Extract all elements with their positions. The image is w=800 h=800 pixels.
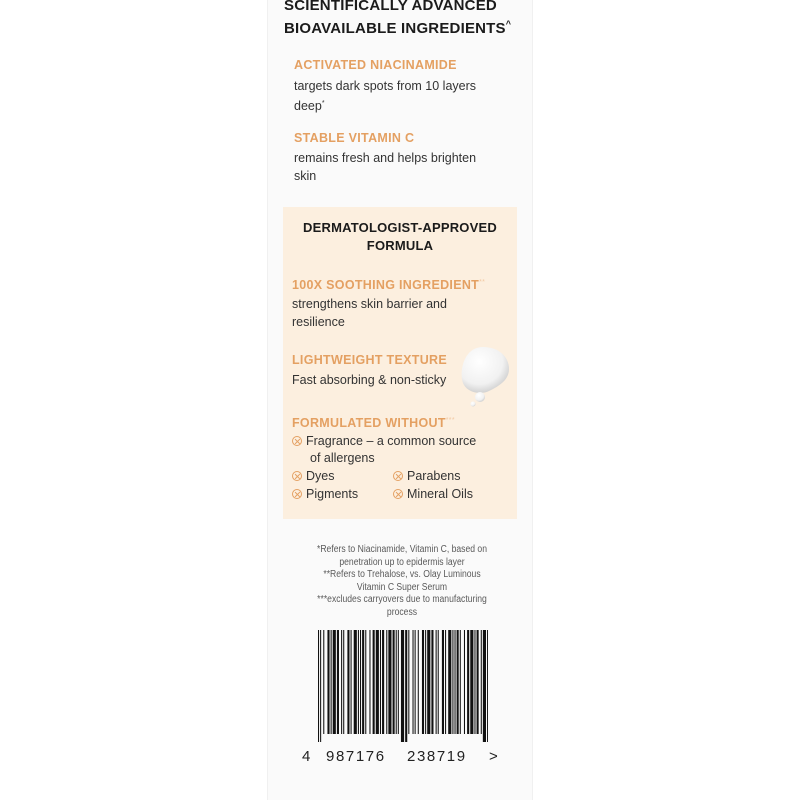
barcode-bar [333,630,336,734]
barcode-bar [413,630,414,734]
ingredient-desc-line: remains fresh and helps brighten [294,151,477,165]
barcode-bar [318,630,319,742]
barcode-bar [431,630,433,734]
footnote-line: *Refers to Niacinamide, Vitamin C, based on [316,544,488,555]
crossed-circle-icon [292,489,302,499]
footnote-mark: *** [445,417,455,424]
barcode-bar [438,630,439,734]
barcode-bar [436,630,437,734]
texture-desc: Fast absorbing & non-sticky [292,373,447,387]
barcode-bar [341,630,342,734]
barcode-bar [418,630,419,734]
barcode-bars [318,630,488,742]
heading-line-1: SCIENTIFICALLY ADVANCED [284,0,497,14]
without-item-pigments [292,486,358,503]
barcode-bar [337,630,339,734]
section-heading [284,0,534,38]
barcode-bar [320,630,321,742]
barcode-bar [360,630,361,734]
barcode-bar [393,630,395,734]
barcode-bar [373,630,375,734]
barcode-bar [358,630,359,734]
barcode-bar [362,630,364,734]
barcode-digits-group-1: 987176 [326,748,386,765]
without-item-label: Dyes [306,469,335,483]
barcode-digits-group-2: 238719 [407,748,467,765]
barcode-bar [415,630,416,734]
barcode-bar [388,630,391,734]
texture-title: LIGHTWEIGHT TEXTURE [292,353,447,367]
crossed-circle-icon [393,471,403,481]
footnotes [311,544,493,619]
without-item-label: Fragrance – a common source [306,434,477,448]
without-item-label: Pigments [306,487,359,501]
heading-line-2: BIOAVAILABLE INGREDIENTS [284,20,506,37]
ingredient-desc-line: targets dark spots from 10 layers [294,79,477,93]
barcode-bar [380,630,381,734]
barcode-bar [327,630,329,734]
footnote-line: **Refers to Trehalose, vs. Olay Luminous [323,569,481,580]
barcode-bar [448,630,451,734]
without-item-label: Parabens [407,469,461,483]
barcode-bar [386,630,387,734]
barcode-bar [343,630,344,734]
barcode-bar [347,630,349,734]
soothing-desc-line: resilience [292,315,345,329]
barcode-bar [445,630,446,734]
barcode-bar [442,630,444,734]
without-item-label: Mineral Oils [407,487,473,501]
barcode-bar [487,630,488,742]
heading-mark: ^ [505,19,512,29]
ingredient-desc-line: deep [294,99,322,113]
barcode-bar [477,630,479,734]
barcode-bar [427,630,430,734]
serum-drop-icon [459,345,511,407]
footnote-line: ***excludes carryovers due to manufacturing process [317,594,487,618]
barcode-bar [398,630,399,734]
without-item-fragrance-cont: of allergens [310,451,375,465]
without-title [292,416,455,430]
barcode-bar [376,630,379,734]
without-title-text: FORMULATED WITHOUT [292,416,446,430]
barcode-bar [483,630,486,742]
formula-title-line-1: DERMATOLOGIST-APPROVED [303,220,497,235]
crossed-circle-icon [292,436,302,446]
footnote-mark: * [321,100,325,107]
crossed-circle-icon [292,471,302,481]
barcode-bar [457,630,459,734]
barcode-bar [396,630,397,734]
without-item-fragrance [292,433,476,450]
barcode-bar [425,630,426,734]
barcode-bar [470,630,473,734]
ingredient-title-vitamin-c: STABLE VITAMIN C [294,131,415,145]
barcode-bar [382,630,384,734]
ingredient-desc-niacinamide [294,77,514,115]
barcode-bar [351,630,352,734]
footnote-mark: ** [479,279,486,286]
soothing-title-text: 100X SOOTHING INGREDIENT [292,278,480,292]
barcode-bar [464,630,465,734]
footnote-line: penetration up to epidermis layer [339,556,465,568]
ingredient-title-niacinamide: ACTIVATED NIACINAMIDE [294,58,457,72]
crossed-circle-icon [393,489,403,499]
barcode-digit-first: 4 [302,748,311,765]
barcode-bar [460,630,461,734]
barcode-bar [365,630,366,734]
ingredient-desc-line: skin [294,169,317,183]
barcode-bar [467,630,469,734]
ingredient-desc-vitamin-c [294,149,514,185]
formula-box-title [283,219,517,255]
soothing-desc [292,295,512,331]
soothing-title [292,278,485,292]
barcode-bar [405,630,407,742]
without-item-mineral-oils [393,486,473,503]
barcode-bar [408,630,409,734]
barcode-bar [422,630,424,734]
barcode-bar [369,630,370,734]
barcode-bar [331,630,332,734]
barcode-arrow: > [489,748,498,765]
barcode-bar [401,630,404,742]
barcode-bar [481,630,482,734]
barcode-bar [354,630,357,734]
formula-title-line-2: FORMULA [366,238,434,253]
footnote-line: Vitamin C Super Serum [356,581,448,593]
barcode-bar [474,630,475,734]
barcode-bar [452,630,453,734]
without-item-dyes [292,468,334,485]
soothing-desc-line: strengthens skin barrier and [292,297,447,311]
barcode-bar [455,630,456,734]
without-item-parabens [393,468,461,485]
barcode-bar [323,630,324,734]
